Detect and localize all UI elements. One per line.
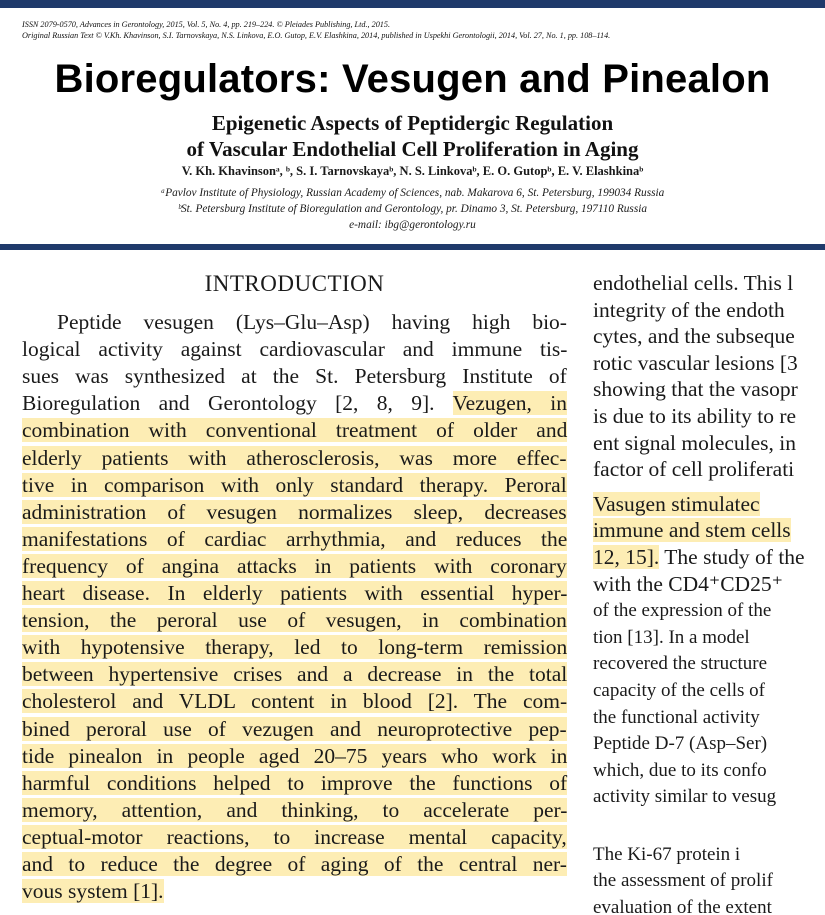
body-line (22, 716, 567, 743)
highlighted-text: frequency of angina attacks in patients with coronary (22, 553, 567, 578)
body-text: ent signal molecules, in (593, 430, 797, 455)
body-text: Bioregulation and Gerontology [2, 8, 9]. (22, 391, 453, 416)
right-body-line (593, 650, 767, 677)
right-body-line (593, 491, 760, 518)
headline: Bioregulators: Vesugen and Pinealon (54, 57, 771, 101)
body-text: Peptide vesugen (Lys–Glu–Asp) having high bio- (57, 310, 567, 334)
journal-citation: ISSN 2079-0570, Advances in Gerontology, 2015, Vol. 5, No. 4, pp. 219–224. © Pleiades Publishing, Ltd., 2015. (22, 20, 391, 29)
authors: V. Kh. Khavinsonᵃ, ᵇ, S. I. Tarnovskayaᵇ, N. S. Linkovaᵇ, E. O. Gutopᵇ, E. V. Elashkinaᵇ (181, 164, 644, 178)
header-divider (0, 244, 825, 250)
body-line (22, 336, 567, 363)
highlighted-text: memory, attention, and thinking, to accelerate per- (22, 797, 568, 822)
right-body-line (593, 783, 776, 810)
right-body-line (593, 430, 796, 457)
right-body-line (593, 376, 798, 403)
body-line (22, 553, 567, 580)
body-text: endothelial cells. This l (593, 271, 794, 295)
body-text: which, due to its confo (593, 759, 767, 781)
highlighted-text: tide pinealon in people aged 20–75 years who work in (22, 743, 568, 768)
highlighted-text: 12, 15]. (593, 545, 660, 569)
right-body-line (593, 456, 794, 483)
highlighted-text: ceptual-motor reactions, to increase mental capacity, (22, 824, 567, 849)
right-body-line (593, 297, 785, 324)
body-line (22, 390, 567, 417)
highlighted-text: administration of vesugen normalizes sleep, decreases (22, 499, 567, 524)
right-body-line (593, 624, 750, 651)
body-text: is due to its ability to re (593, 404, 797, 428)
body-line (22, 607, 567, 634)
body-line (22, 824, 567, 851)
body-text: evaluation of the extent (593, 896, 772, 915)
body-line (22, 445, 567, 472)
contact-email: e-mail: ibg@gerontology.ru (349, 219, 476, 231)
highlighted-text: cholesterol and VLDL content in blood [2]. The com- (22, 689, 568, 714)
highlighted-text: tension, the peroral use of vesugen, in combination (22, 608, 567, 633)
body-text: recovered the structure (593, 653, 768, 675)
right-body-line (593, 867, 773, 894)
right-body-line (593, 704, 760, 731)
body-line (22, 499, 567, 526)
highlighted-text: tive in comparison with only standard therapy. Peroral (22, 472, 567, 497)
section-heading: INTRODUCTION (204, 271, 385, 296)
right-column (593, 262, 825, 915)
right-body-line (593, 544, 805, 571)
body-text: activity similar to vesug (593, 786, 777, 808)
article-title-line-2: of Vascular Endothelial Cell Proliferation in Aging (186, 137, 639, 161)
body-line (22, 580, 567, 607)
body-line (22, 526, 567, 553)
top-rule (0, 0, 825, 8)
body-text: Peptide D-7 (Asp–Ser) (593, 733, 768, 755)
highlighted-text: harmful conditions helped to improve the functions of (22, 770, 568, 795)
body-text: sues was synthesized at the St. Petersburg Institute of (22, 364, 567, 389)
body-line (57, 309, 567, 336)
body-line (22, 634, 567, 661)
body-line (22, 770, 567, 797)
right-body-line (593, 677, 765, 704)
body-text: of the expression of the (593, 600, 772, 622)
body-line (22, 417, 567, 444)
body-line (22, 878, 164, 905)
body-text: the assessment of prolif (593, 870, 773, 892)
highlighted-text: bined peroral use of vezugen and neuroprotective pep- (22, 716, 567, 741)
affiliation-a: ᵃPavlov Institute of Physiology, Russian Academy of Sciences, nab. Makarova 6, St. Petersburg, 199034 Russia (160, 187, 665, 199)
body-line (22, 472, 567, 499)
body-text: capacity of the cells of (593, 680, 765, 701)
body-text: The Ki-67 protein i (593, 843, 741, 865)
article-title-line-1: Epigenetic Aspects of Peptidergic Regulation (211, 111, 614, 135)
original-text-citation: Original Russian Text © V.Kh. Khavinson, S.I. Tarnovskaya, N.S. Linkova, E.O. Gutop, E.V. Elashkina, 2014, published in Uspekhi Gerontologii, 2014, Vol. 27, No. 1, pp. 108–114. (22, 31, 611, 40)
body-text: tion [13]. In a model (593, 626, 750, 648)
body-text: logical activity against cardiovascular and immune tis- (22, 337, 568, 362)
right-body-line (593, 730, 767, 757)
highlighted-text: and to reduce the degree of aging of the central ner- (22, 852, 567, 876)
right-body-line (593, 323, 795, 350)
highlighted-text: immune and stem cells (593, 518, 791, 543)
body-text: The study of the (659, 545, 805, 569)
right-body-line (593, 571, 783, 598)
article-header (0, 0, 825, 250)
body-line (22, 661, 567, 688)
body-text: with the CD4⁺CD25⁺ (593, 571, 783, 596)
body-text: integrity of the endoth (593, 297, 785, 322)
highlighted-text: Vezugen, in (452, 391, 568, 416)
highlighted-text: Vasugen stimulatec (593, 491, 760, 516)
right-body-line (593, 350, 798, 377)
body-line (22, 851, 567, 878)
body-text: rotic vascular lesions [3 (593, 350, 798, 375)
highlighted-text: heart disease. In elderly patients with essential hyper- (22, 581, 568, 605)
body-line (22, 688, 567, 715)
body-text: factor of cell proliferati (593, 457, 795, 482)
highlighted-text: between hypertensive crises and a decrease in the total (22, 662, 568, 687)
highlighted-text: vous system [1]. (22, 879, 164, 904)
highlighted-text: combination with conventional treatment of older and (22, 418, 568, 443)
right-body-line (593, 517, 791, 544)
highlighted-text: with hypotensive therapy, led to long-term remission (22, 635, 568, 660)
right-body-line (593, 270, 793, 297)
right-body-line (593, 841, 740, 868)
right-body-line (593, 757, 767, 784)
body-text: cytes, and the subseque (593, 324, 795, 349)
body-line (22, 363, 567, 390)
body-line (22, 797, 567, 824)
right-body-line (593, 403, 796, 430)
highlighted-text: manifestations of cardiac arrhythmia, and reduces the (22, 526, 568, 551)
body-text: the functional activity (593, 706, 760, 728)
body-text: showing that the vasopr (593, 377, 798, 402)
right-body-line (593, 597, 771, 624)
body-line (22, 743, 567, 770)
right-body-line (593, 894, 772, 915)
affiliation-b: ᵇSt. Petersburg Institute of Bioregulation and Gerontology, pr. Dinamo 3, St. Petersburg, 197110 Russia (177, 203, 647, 215)
highlighted-text: elderly patients with atherosclerosis, was more effec- (22, 445, 567, 470)
